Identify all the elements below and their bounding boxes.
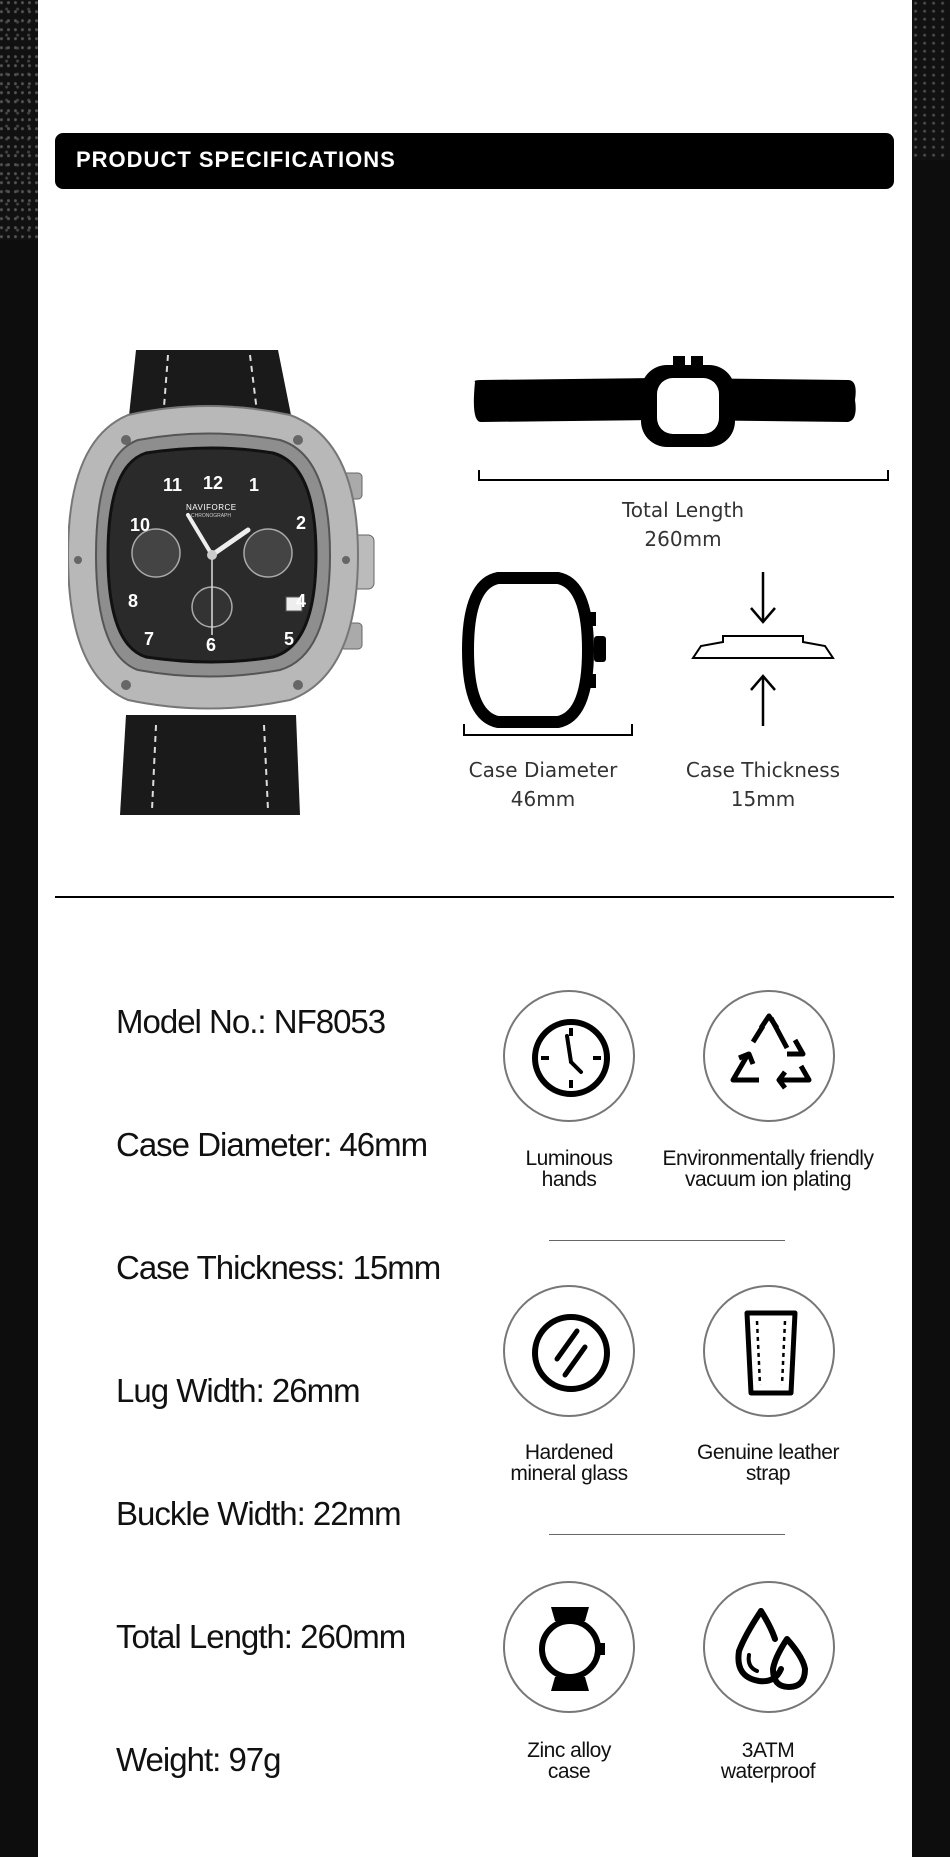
watch-numeral-5: 5 [284,629,295,649]
feature-leather-strap [653,1442,883,1484]
strap-icon [703,1285,835,1417]
watch-numeral-4: 4 [296,591,307,611]
total-length-diagram [433,350,893,490]
glass-icon [503,1285,635,1417]
spec-sheet [38,0,912,1857]
section-header [55,133,894,189]
case-thickness-diagram [683,570,843,730]
spec-buckle-width: Buckle Width: 22mm [116,1495,401,1532]
feature-label-line1: Environmentally friendly [662,1147,874,1170]
background-texture-right [912,0,950,160]
case-diameter-diagram [448,570,638,740]
feature-label-line1: Hardened [524,1441,614,1464]
feature-ion-plating [653,1148,883,1190]
watch-numeral-1: 1 [249,475,260,495]
spec-model-no: Model No.: NF8053 [116,1003,386,1040]
feature-waterproof [653,1740,883,1782]
watch-numeral-8: 8 [128,591,139,611]
case-diameter-title: Case Diameter [468,758,618,782]
case-thickness-title: Case Thickness [685,758,841,782]
watch-numeral-11: 11 [163,475,183,495]
spec-case-diameter: Case Diameter: 46mm [116,1126,428,1163]
spec-case-thickness: Case Thickness: 15mm [116,1249,441,1286]
feature-label-line2: strap [745,1462,791,1485]
total-length-label [588,496,778,554]
watch-numeral-10: 10 [130,515,151,535]
total-length-value: 260mm [644,527,722,551]
clock-icon [503,990,635,1122]
section-divider [55,896,894,898]
feature-label-line1: Luminous [525,1147,613,1170]
feature-label-line2: case [547,1760,591,1783]
watch-product-image [68,345,398,820]
feature-divider [549,1240,785,1241]
total-length-title: Total Length [621,498,745,522]
spec-total-length: Total Length: 260mm [116,1618,406,1655]
feature-label-line1: Zinc alloy [527,1739,611,1762]
section-title: PRODUCT SPECIFICATIONS [76,147,396,172]
watch-numeral-6: 6 [206,635,217,655]
recycle-icon [703,990,835,1122]
feature-label-line2: vacuum ion plating [684,1168,852,1191]
watch-numeral-12: 12 [203,473,224,493]
spec-lug-width: Lug Width: 26mm [116,1372,360,1409]
feature-luminous-hands [454,1148,684,1190]
case-diameter-value: 46mm [510,787,576,811]
feature-zinc-alloy [454,1740,684,1782]
feature-label-line2: hands [541,1168,597,1191]
feature-mineral-glass [454,1442,684,1484]
feature-divider [549,1534,785,1535]
watch-numeral-7: 7 [144,629,155,649]
watch-numeral-2: 2 [296,513,307,533]
water-drops-icon [703,1581,835,1713]
case-thickness-value: 15mm [730,787,796,811]
background-texture-left [0,0,40,240]
watch-brand: NAVIFORCE [186,503,237,512]
watch-case-icon [503,1581,635,1713]
watch-subtitle: CHRONOGRAPH [191,513,232,519]
case-thickness-label [668,756,858,814]
feature-label-line2: mineral glass [510,1462,628,1485]
feature-label-line1: 3ATM [741,1739,795,1762]
spec-weight: Weight: 97g [116,1741,281,1778]
feature-label-line1: Genuine leather [697,1441,839,1464]
case-diameter-label [443,756,643,814]
feature-label-line2: waterproof [720,1760,816,1783]
